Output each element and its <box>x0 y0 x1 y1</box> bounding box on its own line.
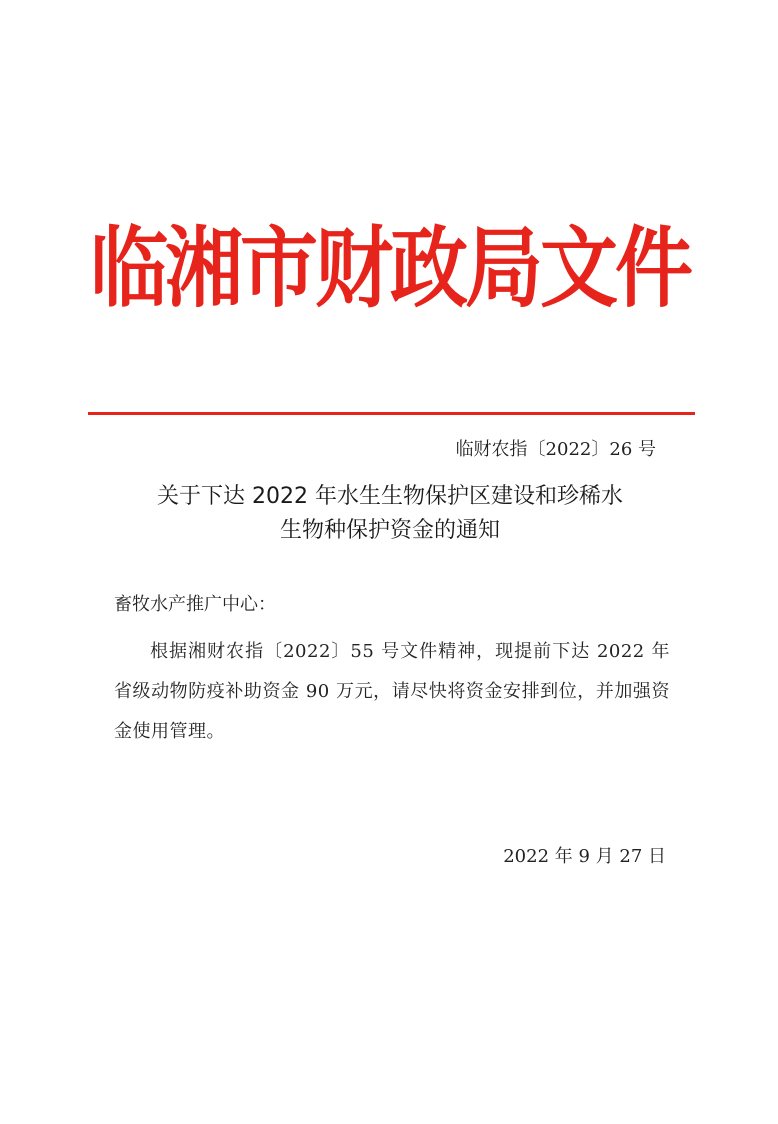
red-divider-line <box>88 412 695 415</box>
document-number: 临财农指〔2022〕26 号 <box>455 439 656 460</box>
issue-date: 2022 年 9 月 27 日 <box>503 846 666 867</box>
document-title <box>110 480 670 548</box>
document-title-line-2: 生物种保护资金的通知 <box>279 518 500 543</box>
recipient-line: 畜牧水产推广中心： <box>114 594 276 615</box>
document-masthead: 临湘市财政局文件 <box>90 218 691 320</box>
document-title-line-1: 关于下达 2022 年水生生物保护区建设和珍稀水 <box>157 484 623 509</box>
body-paragraph: 根据湘财农指〔2022〕55 号文件精神，现提前下达 2022 年省级动物防疫补助资金 90 万元，请尽快将资金安排到位，并加强资金使用管理。 <box>114 641 670 742</box>
